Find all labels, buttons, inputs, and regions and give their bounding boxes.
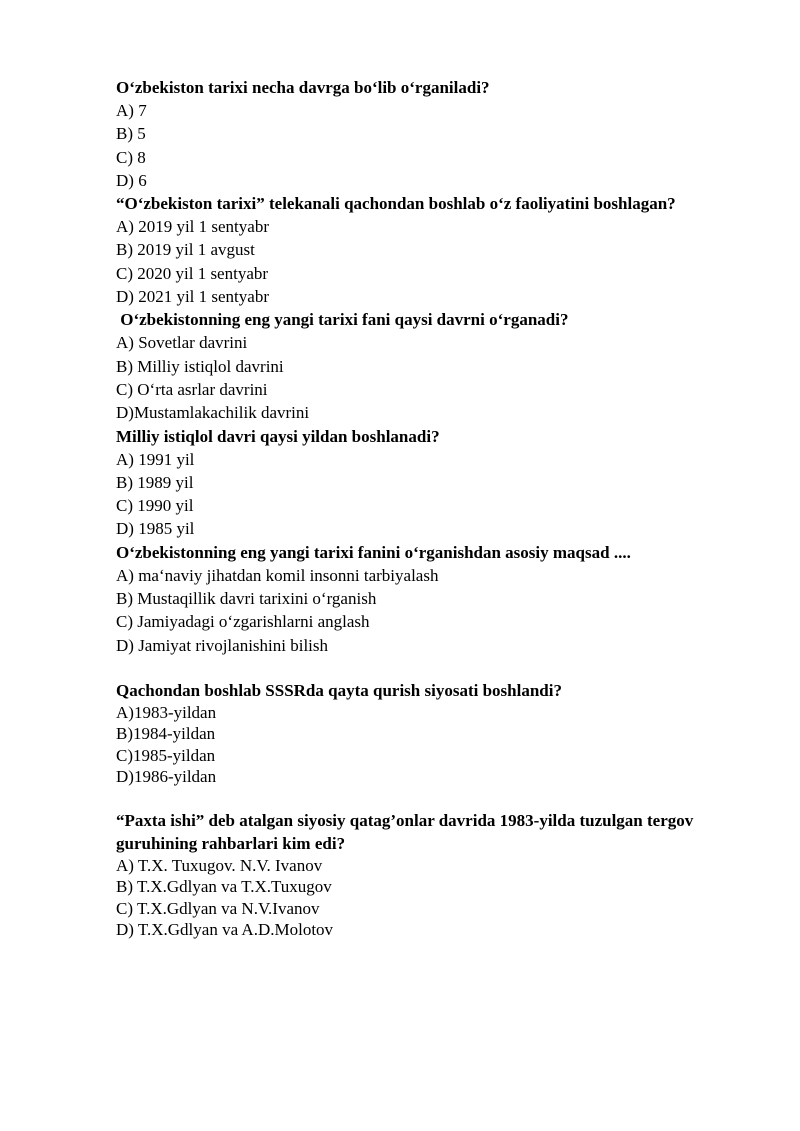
question-block bbox=[116, 76, 756, 192]
answer-option: B) Mustaqillik davri tarixini o‘rganish bbox=[116, 589, 377, 609]
quiz-content bbox=[116, 76, 756, 940]
answer-option: D) T.X.Gdlyan va A.D.Molotov bbox=[116, 920, 334, 940]
answer-option: C) O‘rta asrlar davrini bbox=[116, 379, 268, 399]
answer-option: C) 8 bbox=[116, 147, 146, 167]
answer-option: B) 5 bbox=[116, 124, 146, 144]
answer-option: C) Jamiyadagi o‘zgarishlarni anglash bbox=[116, 612, 370, 632]
answer-option: D) Jamiyat rivojlanishini bilish bbox=[116, 635, 329, 655]
answer-option: A) ma‘naviy jihatdan komil insonni tarbiyalash bbox=[116, 565, 439, 585]
answer-option: C) 2020 yil 1 sentyabr bbox=[116, 263, 269, 283]
question-text: O‘zbekistonning eng yangi tarixi fanini o‘rganishdan asosiy maqsad .... bbox=[116, 542, 631, 562]
answer-option: D) 2021 yil 1 sentyabr bbox=[116, 287, 269, 307]
answer-option: C)1985-yildan bbox=[116, 745, 216, 765]
question-block bbox=[116, 679, 756, 787]
answer-option: B)1984-yildan bbox=[116, 724, 216, 744]
answer-option: D)Mustamlakachilik davrini bbox=[116, 403, 310, 423]
question-text: Qachondan boshlab SSSRda qayta qurish siyosati boshlandi? bbox=[116, 680, 562, 700]
answer-option: D) 6 bbox=[116, 170, 147, 190]
question-block bbox=[116, 809, 756, 940]
question-block bbox=[116, 541, 756, 657]
question-block bbox=[116, 308, 756, 424]
answer-option: D) 1985 yil bbox=[116, 519, 195, 539]
answer-option: B) 2019 yil 1 avgust bbox=[116, 240, 255, 260]
answer-option: B) 1989 yil bbox=[116, 472, 194, 492]
answer-option: B) Milliy istiqlol davrini bbox=[116, 356, 284, 376]
question-text: Milliy istiqlol davri qaysi yildan boshlanadi? bbox=[116, 426, 440, 446]
question-text: O‘zbekistonning eng yangi tarixi fani qaysi davrni o‘rganadi? bbox=[116, 310, 569, 330]
question-block bbox=[116, 192, 756, 308]
answer-option: A) Sovetlar davrini bbox=[116, 333, 248, 353]
answer-option: A) T.X. Tuxugov. N.V. Ivanov bbox=[116, 856, 323, 876]
answer-option: C) T.X.Gdlyan va N.V.Ivanov bbox=[116, 898, 320, 918]
answer-option: C) 1990 yil bbox=[116, 496, 194, 516]
answer-option: A) 7 bbox=[116, 101, 147, 120]
answer-option: D)1986-yildan bbox=[116, 766, 217, 786]
question-text: “Paxta ishi” deb atalgan siyosiy qatag’onlar davrida 1983-yilda tuzulgan tergov guruhining rahbarlari kim edi? bbox=[116, 811, 694, 854]
answer-option: A)1983-yildan bbox=[116, 702, 217, 722]
question-text: O‘zbekiston tarixi necha davrga bo‘lib o‘rganiladi? bbox=[116, 78, 490, 97]
answer-option: B) T.X.Gdlyan va T.X.Tuxugov bbox=[116, 877, 332, 897]
question-block bbox=[116, 425, 756, 541]
answer-option: A) 1991 yil bbox=[116, 449, 195, 469]
question-text: “O‘zbekiston tarixi” telekanali qachondan boshlab o‘z faoliyatini boshlagan? bbox=[116, 194, 676, 214]
answer-option: A) 2019 yil 1 sentyabr bbox=[116, 217, 269, 237]
